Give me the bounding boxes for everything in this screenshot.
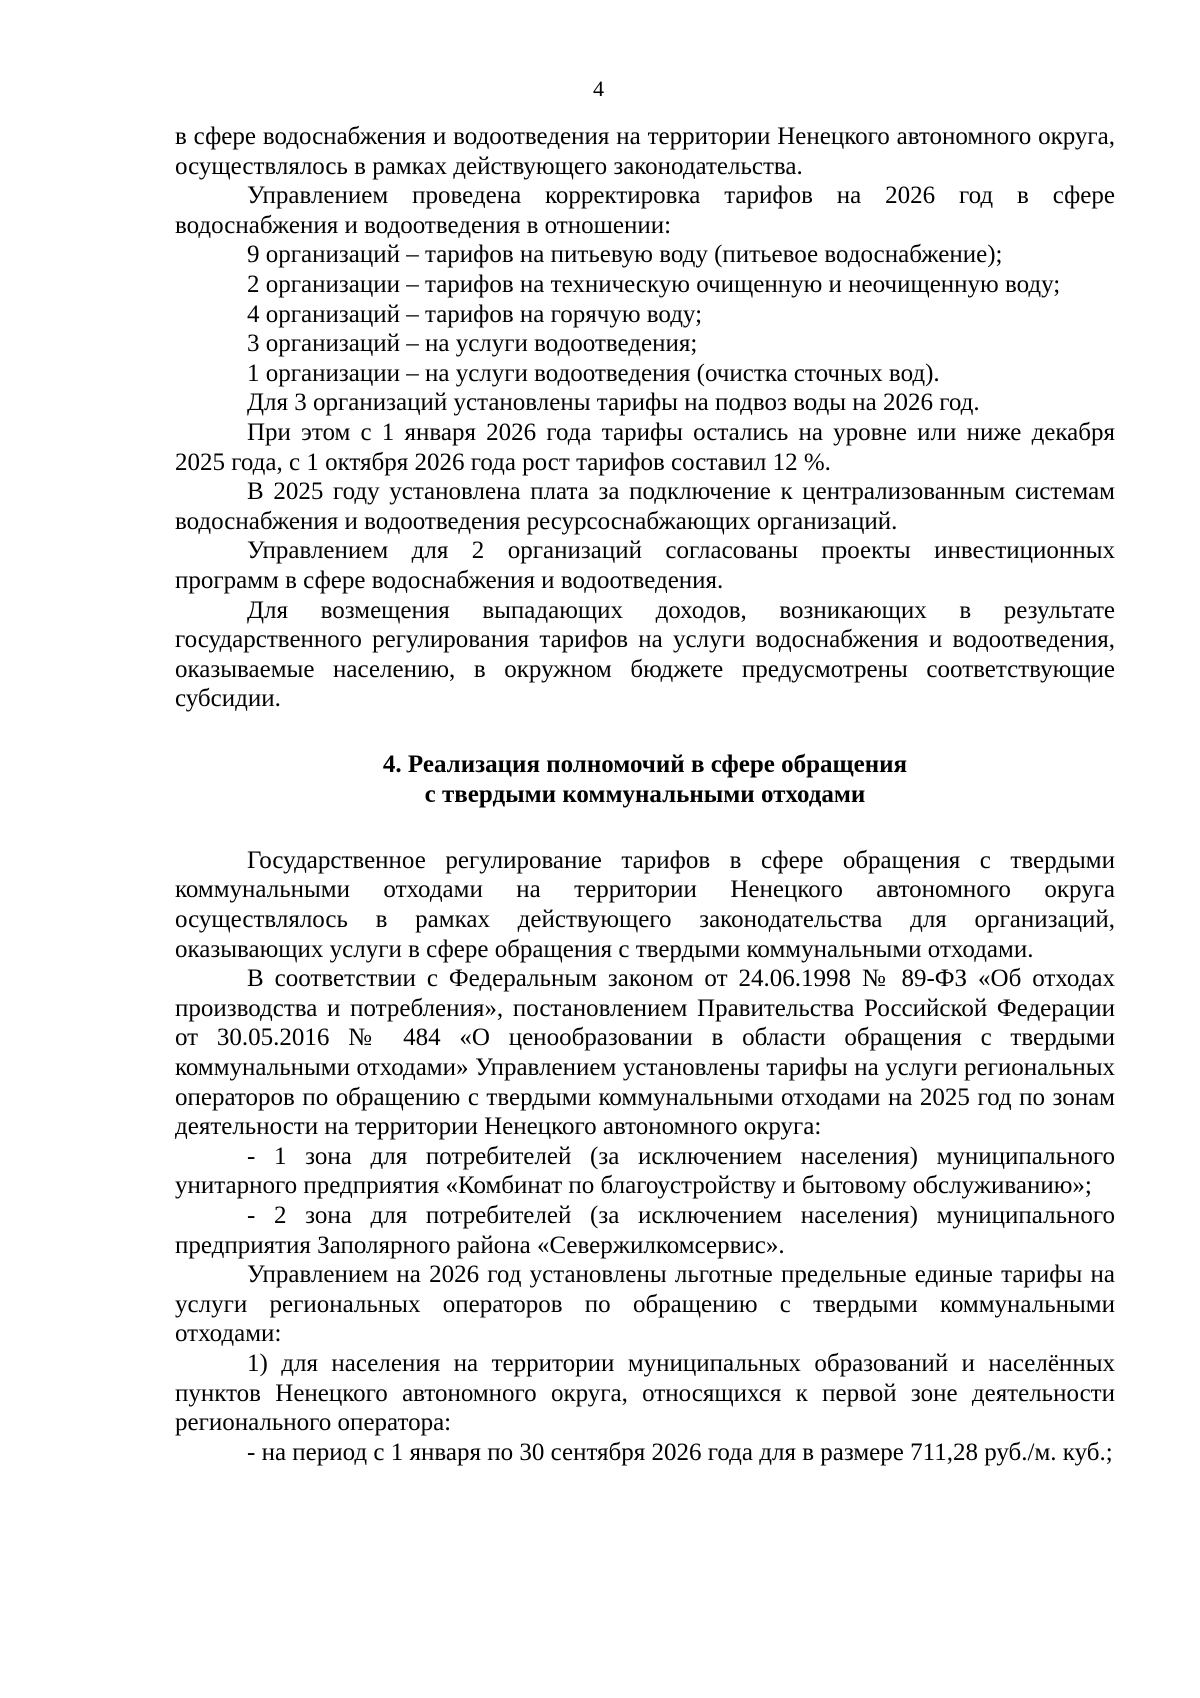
- paragraph: Для возмещения выпадающих доходов, возникающих в результате государственного регулирования тарифов на услуги водоснабжения и водоотведения, оказываемые населению, в окружном бюджете предусмотрены соответствующие субсидии.: [175, 596, 1115, 713]
- list-item: 9 организаций – тарифов на питьевую воду (питьевое водоснабжение);: [247, 241, 1003, 269]
- paragraph: Для 3 организаций установлены тарифы на подвоз воды на 2026 год.: [247, 389, 980, 417]
- paragraph: в сфере водоснабжения и водоотведения на территории Ненецкого автономного округа, осуществлялось в рамках действующего законодательства.: [175, 123, 1115, 180]
- list-item: 1) для населения на территории муниципальных образований и населённых пунктов Ненецкого автономного округа, относящихся к первой зоне деятельности регионального оператора:: [175, 1349, 1115, 1437]
- list-item: 2 организации – тарифов на техническую очищенную и неочищенную воду;: [247, 270, 1061, 298]
- list-item: 3 организаций – на услуги водоотведения;: [247, 330, 698, 358]
- paragraph: Управлением на 2026 год установлены льготные предельные единые тарифы на услуги региональных операторов по обращению с твердыми коммунальными отходами:: [175, 1261, 1115, 1348]
- paragraph: Управлением для 2 организаций согласованы проекты инвестиционных программ в сфере водоснабжения и водоотведения.: [175, 537, 1115, 594]
- section-heading-line-1: 4. Реализация полномочий в сфере обращения: [382, 750, 908, 778]
- list-item: 4 организаций – тарифов на горячую воду;: [247, 300, 703, 328]
- list-item: 1 организации – на услуги водоотведения (очистка сточных вод).: [247, 359, 940, 387]
- paragraph: В 2025 году установлена плата за подключение к централизованным системам водоснабжения и водоотведения ресурсоснабжающих организаций.: [175, 478, 1115, 535]
- paragraph: При этом с 1 января 2026 года тарифы остались на уровне или ниже декабря 2025 года, с 1 октября 2026 года рост тарифов составил 12 %.: [175, 418, 1115, 476]
- document-body: [175, 122, 1115, 1467]
- paragraph: Управлением проведена корректировка тарифов на 2026 год в сфере водоснабжения и водоотведения в отношении:: [175, 182, 1115, 239]
- paragraph: В соответствии с Федеральным законом от 24.06.1998 № 89-ФЗ «Об отходах производства и потребления», постановлением Правительства Российской Федерации от 30.05.2016 № 484 «О ценообразовании в области обращения с твердыми коммунальными отходами» Управлением установлены тарифы на услуги региональных операторов по обращению с твердыми коммунальными отходами на 2025 год по зонам деятельности на территории Ненецкого автономного округа:: [175, 965, 1115, 1141]
- paragraph: Государственное регулирование тарифов в сфере обращения с твердыми коммунальными отходами на территории Ненецкого автономного округа осуществлялось в рамках действующего законодательства для организаций, оказывающих услуги в сфере обращения с твердыми коммунальными отходами.: [175, 846, 1115, 963]
- section-heading-line-2: с твердыми коммунальными отходами: [424, 780, 866, 808]
- list-item: - 1 зона для потребителей (за исключением населения) муниципального унитарного предприятия «Комбинат по благоустройству и бытовому обслуживанию»;: [175, 1142, 1115, 1200]
- list-item: - 2 зона для потребителей (за исключением населения) муниципального предприятия Заполярного района «Севержилкомсервис».: [175, 1202, 1115, 1259]
- section-heading: [175, 750, 1115, 810]
- page-number: 4: [593, 76, 604, 101]
- list-item: - на период с 1 января по 30 сентября 2026 года для в размере 711,28 руб./м. куб.;: [247, 1438, 1113, 1466]
